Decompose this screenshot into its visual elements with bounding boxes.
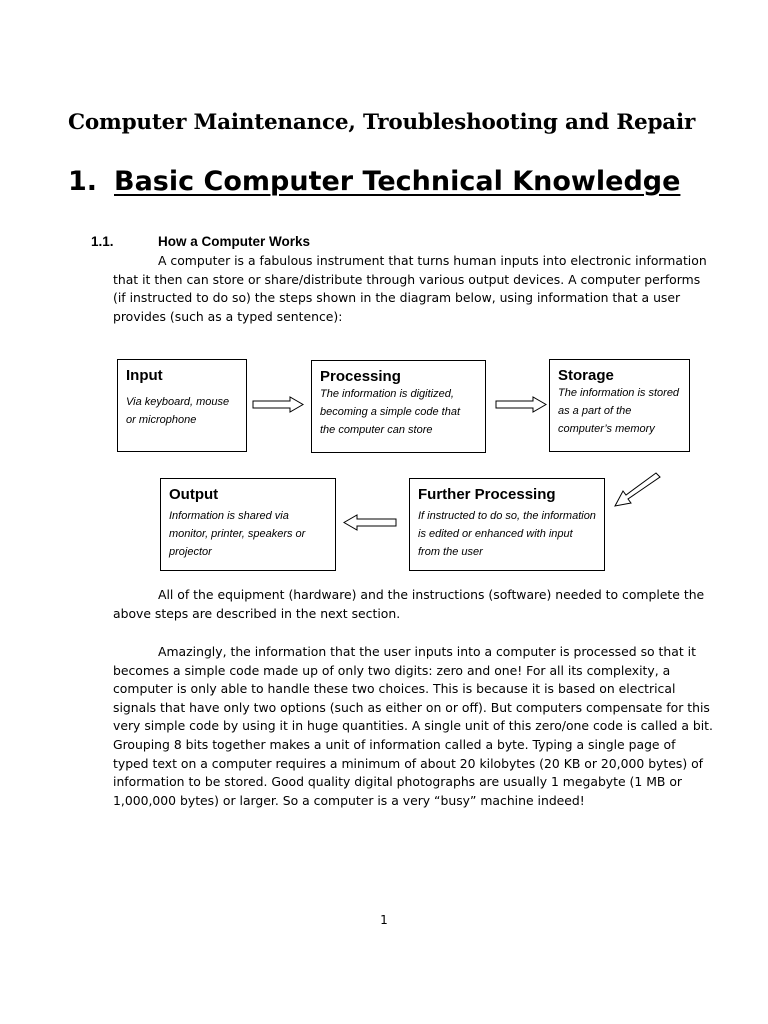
box-title: Input [126,367,163,384]
box-title: Processing [320,368,401,385]
box-description: Information is shared via monitor, printer, speakers or projector [169,510,306,558]
hardware-paragraph: All of the equipment (hardware) and the instructions (software) needed to complete the above steps are described in the next section. [113,587,705,621]
subsection-heading [91,234,310,249]
arrow-right-icon [495,396,547,413]
section-number: 1. [68,166,98,197]
binary-paragraph: Amazingly, the information that the user inputs into a computer is processed so that it becomes a simple code made up of only two digits: zero and one! For all its complexity, a computer is only able to handle these two choices. This is because it is based on electrical signals that have only two options (such as either on or off). But computers compensate for this very simple code by using it in huge quantities. A single unit of this zero/one code is called a bit. Grouping 8 bits together makes a unit of information called a byte. Typing a single page of typed text on a computer requires a minimum of about 20 kilobytes (20 KB or 20,000 bytes) of information to be stored. Good quality digital photographs are usually 1 megabyte (1 MB or 1,000,000 bytes) or larger. So a computer is a very “busy” machine indeed! [113,644,713,808]
diagram-box-processing [311,360,486,453]
diagram-box-output [160,478,336,571]
intro-paragraph: A computer is a fabulous instrument that turns human inputs into electronic information that it then can store or share/distribute through various output devices. A computer performs (if instructed to do so) the steps shown in the diagram below, using information that a user provides (such as a typed sentence): [113,253,707,324]
box-description: The information is digitized, becoming a simple code that the computer can store [320,388,461,436]
section-heading [68,166,680,197]
arrow-right-icon [252,396,304,413]
page-number: 1 [380,913,388,927]
box-description: If instructed to do so, the information is edited or enhanced with input from the user [418,510,596,558]
box-title: Further Processing [418,486,556,503]
section-title: Basic Computer Technical Knowledge [114,166,681,197]
arrow-down-left-icon [613,472,661,508]
box-description: Via keyboard, mouse or microphone [126,396,230,426]
box-description: The information is stored as a part of the computer’s memory [558,387,680,435]
box-title: Output [169,486,219,503]
diagram-box-further-processing [409,478,605,571]
diagram-box-storage [549,359,690,452]
box-title: Storage [558,367,614,384]
diagram-box-input [117,359,247,452]
document-title: Computer Maintenance, Troubleshooting and Repair [68,110,696,135]
subsection-number: 1.1. [91,234,114,249]
subsection-title: How a Computer Works [158,234,311,249]
arrow-left-icon [343,514,397,531]
